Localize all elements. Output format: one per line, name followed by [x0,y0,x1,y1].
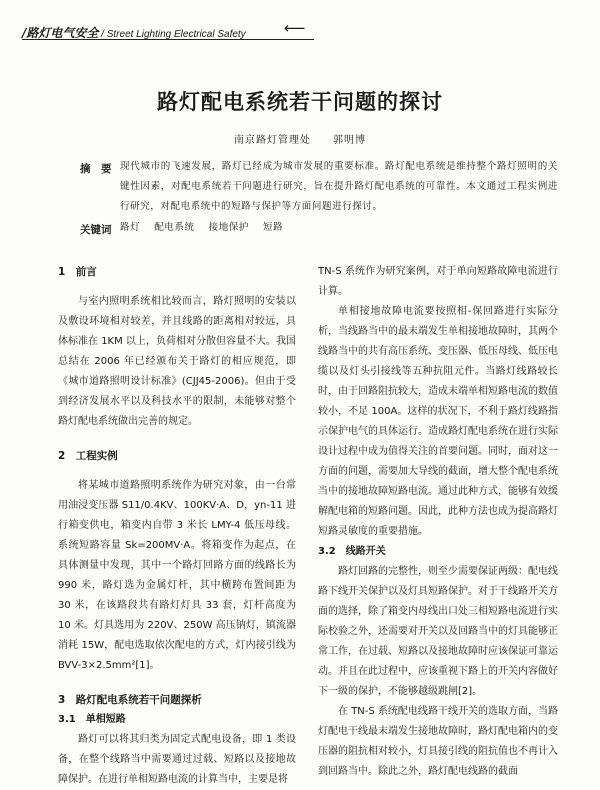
arrow-left-icon: ⟵ [284,19,306,37]
paragraph-continued: TN-S 系统作为研究案例，对于单向短路故障电流进行计算。 [318,266,558,297]
keyword-item: 路灯 [120,222,141,233]
author-name: 郭明博 [333,135,366,146]
column-tag-zh: /路灯电气安全 [22,26,99,40]
column-tag-en: / Street Lighting Electrical Safety [98,29,246,40]
right-column [318,262,558,782]
keyword-item: 接地保护 [208,222,250,233]
author-affiliation: 南京路灯管理处 [234,135,311,146]
abstract-label: 摘 要 [80,163,112,175]
header-rule [22,39,314,40]
keyword-item: 短路 [263,222,284,233]
paragraph-line-switch: 路灯回路的完整性，则至少需要保证两级：配电线路下线开关保护以及灯具短路保护。对于干线路开关方面的选择，除了箱变内母线出口处三相短路电流进行实际校验之外，还需要对开关以及回路当中的灯具能够正常工作，在过载、短路以及接地故障时应该保证可靠运动。并且在此过程中，应该重视下路上的开关内容做好下一级的保护，不能够越级跳闸[2]。 [318,566,558,697]
article-title: 路灯配电系统若干问题的探讨 [157,90,443,114]
paragraph-tn-s-selection: 在 TN-S 系统配电线路干线开关的选取方面，当路灯配电干线最末端发生接地故障时，路灯配电箱内的变压器的阻抗相对较小，灯具接引线的阻抗值也不再计入到回路当中。除此之外，路灯配电线路的截面 [318,706,558,777]
paragraph-case-study: 将某城市道路照明系统作为研究对象，由一台常用油浸变压器 S11/0.4KV、100KV·A、D，yn-11 进行箱变供电，箱变内自带 3 米长 LMY-4 低压母线。系统短路容量 Sk=200MV·A。将箱变作为起点，在具体测量中发现，其中一个路灯回路方面的线路长为 990 米，路灯选为金属灯杆，其中横跨布置间距为 30 米，在该路段共有路灯灯具 33 套，灯杆高度为 10 米。灯具选用为 220V、250W 高压钠灯，镇流器消耗 15W，配电选取依次配电的方式，灯内接引线为 BVV-3×2.5mm²[1]。 [58,480,296,671]
keyword-item: 配电系统 [154,222,195,233]
abstract-text: 现代城市的飞速发展，路灯已经成为城市发展的重要标准。路灯配电系统是维持整个路灯照明的关键性因素，对配电系统若干问题进行研究，旨在提升路灯配电系统的可靠性。本文通过工程实例进行研究，对配电系统中的短路与保护等方面问题进行探讨。 [120,161,558,212]
section-heading-3: 3 路灯配电系统若干问题探析 [58,694,202,706]
section-heading-2: 2 工程实例 [58,450,118,462]
left-column [58,262,296,790]
author-line [0,131,600,146]
paragraph-introduction: 与室内照明系统相比较而言，路灯照明的安装以及敷设环境相对较差，并且线路的距离相对较远，具体标准在 1KM 以上，负荷相对分散但容量不大。我国总结在 2006 年已经颁布关于路灯的相应规范，即《城市道路照明设计标准》(CJJ45-2006)。但由于受到经济发展水平以及科技水平的限制，未能够对整个路灯配电系统做出完善的规定。 [58,296,296,427]
keywords-list [120,218,558,238]
subsection-heading-3-1: 3.1 单相短路 [58,714,126,725]
section-heading-1: 1 前言 [58,266,97,278]
keywords-label: 关键词 [80,224,112,236]
running-header [22,20,582,40]
subsection-heading-3-2: 3.2 线路开关 [318,546,386,557]
paragraph-fault-current: 单相接地故障电流要按照相-保回路进行实际分析，当线路当中的最末端发生单相接地故障时，其两个线路当中的共有高压系统、变压器、低压母线、低压电缆以及灯头引接线等五种抗阻元件。当路灯线路较长时，由于回路阻抗较大，造成末端单相短路电流的数值较小，不足 100A。这样的状况下，不利于路灯线路指示保护电气的具体运行。造成路灯配电系统在进行实际设计过程中成为值得关注的首要问题。同时，面对这一方面的问题，需要加大导线的截面，增大整个配电系统当中的接地故障短路电流。通过此种方式，能够有效缓解配电箱的短路问题。因此，此种方法也成为提高路灯短路灵敏度的重要措施。 [318,306,558,537]
paragraph-single-phase-short: 路灯可以将其归类为固定式配电设备，即 1 类设备，在整个线路当中需要通过过载、短路以及接地故障保护。在进行单相短路电流的计算当中，主要是将 [58,734,296,785]
